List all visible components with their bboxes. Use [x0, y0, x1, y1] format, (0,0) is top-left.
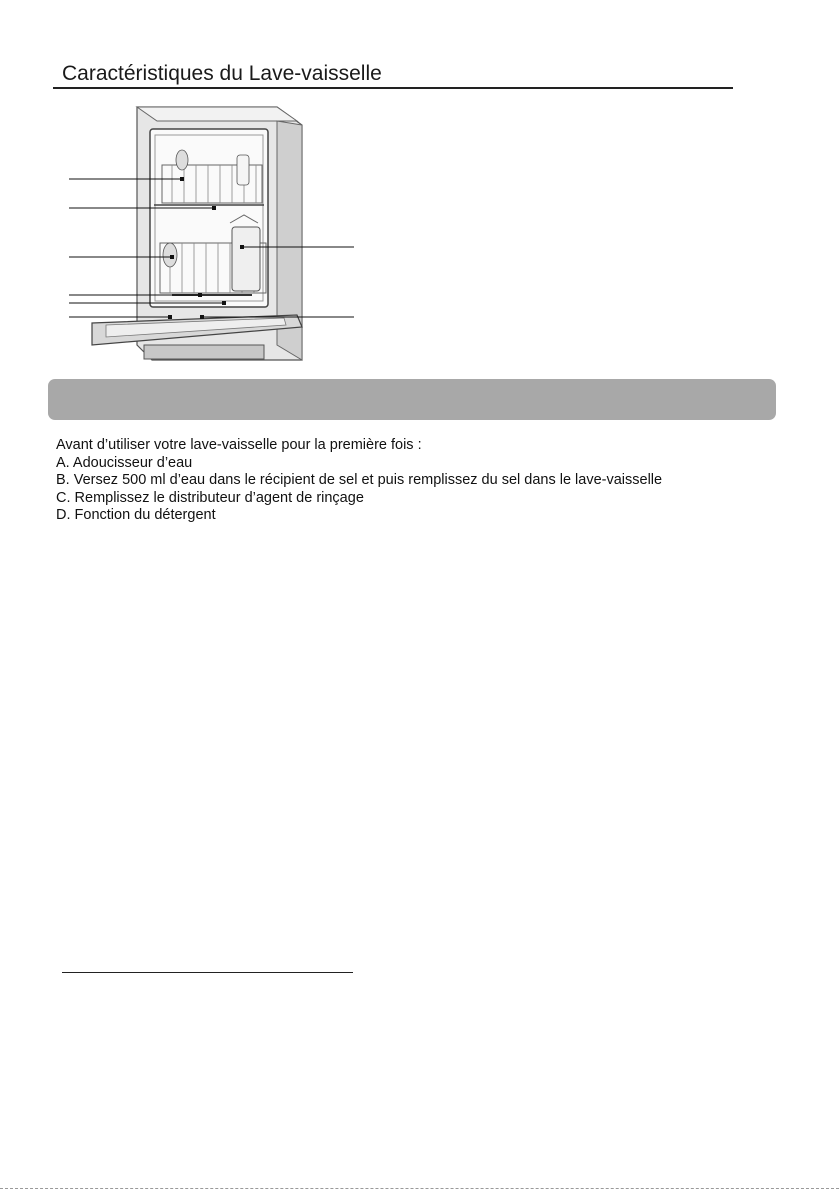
instruction-item-d: D. Fonction du détergent [56, 507, 216, 524]
dishwasher-illustration-icon [62, 95, 362, 375]
instruction-item-b: B. Versez 500 ml d’eau dans le récipient de sel et puis remplissez du sel dans le lave-vaisselle [56, 472, 663, 489]
title-underline [53, 87, 733, 89]
section-header-bar [48, 379, 776, 420]
instruction-item-c: C. Remplissez le distributeur d’agent de rinçage [56, 489, 364, 506]
instruction-item-a: A. Adoucisseur d’eau [56, 454, 193, 471]
page-bottom-edge [0, 1188, 839, 1189]
page-title: Caractéristiques du Lave-vaisselle [62, 62, 382, 85]
instructions-intro: Avant d’utiliser votre lave-vaisselle pour la première fois : [56, 437, 422, 453]
instructions-list [56, 437, 662, 525]
footnote-rule [62, 972, 353, 973]
